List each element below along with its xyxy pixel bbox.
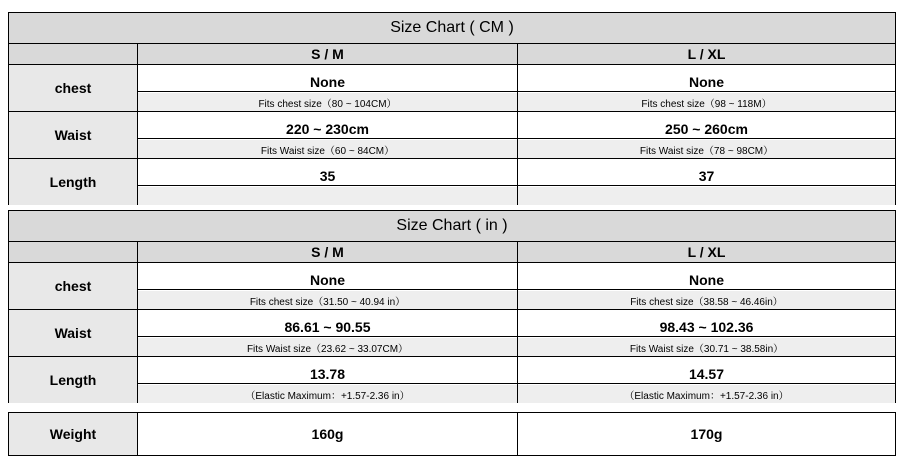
cell-value: 37 bbox=[518, 159, 895, 186]
cell-note bbox=[138, 187, 517, 205]
cell-value: 35 bbox=[138, 159, 517, 186]
row-label: Length bbox=[9, 159, 138, 205]
cell-value: 13.78 bbox=[138, 357, 517, 384]
cell-note: （Elastic Maximum：+1.57-2.36 in） bbox=[138, 385, 517, 403]
table-row-length bbox=[9, 357, 895, 403]
cell-value: 86.61 ~ 90.55 bbox=[138, 310, 517, 337]
cell-lxl bbox=[518, 310, 895, 356]
cell-value: 14.57 bbox=[518, 357, 895, 384]
header-corner bbox=[9, 44, 138, 64]
cell-value: None bbox=[518, 65, 895, 92]
row-label: Waist bbox=[9, 310, 138, 356]
cell-note: Fits Waist size（23.62 ~ 33.07CM） bbox=[138, 338, 517, 356]
cell-note: Fits chest size（38.58 ~ 46.46in） bbox=[518, 291, 895, 309]
cell-value: None bbox=[138, 263, 517, 290]
cell-sm bbox=[138, 357, 518, 403]
header-corner bbox=[9, 242, 138, 262]
cell-sm bbox=[138, 310, 518, 356]
table-title: Size Chart ( in ) bbox=[9, 211, 895, 242]
column-header-sm: S / M bbox=[138, 44, 518, 64]
table-row-chest bbox=[9, 65, 895, 112]
cell-note: Fits chest size（98 ~ 118M） bbox=[518, 93, 895, 111]
cell-note: Fits Waist size（60 ~ 84CM） bbox=[138, 140, 517, 158]
weight-table bbox=[8, 412, 896, 456]
cell-lxl bbox=[518, 159, 895, 205]
cell-sm bbox=[138, 65, 518, 111]
row-label-weight: Weight bbox=[9, 413, 138, 455]
column-header-lxl: L / XL bbox=[687, 244, 726, 260]
table-row-waist bbox=[9, 112, 895, 159]
cell-value: 250 ~ 260cm bbox=[518, 112, 895, 139]
cell-value: None bbox=[138, 65, 517, 92]
column-header-lxl: L / XL bbox=[687, 46, 726, 62]
table-title: Size Chart ( CM ) bbox=[9, 13, 895, 44]
table-row-chest bbox=[9, 263, 895, 310]
cell-sm bbox=[138, 112, 518, 158]
cell-sm bbox=[138, 159, 518, 205]
row-label: Length bbox=[9, 357, 138, 403]
cell-lxl bbox=[518, 112, 895, 158]
row-label: Waist bbox=[9, 112, 138, 158]
size-chart-cm bbox=[8, 12, 896, 205]
cell-value: 98.43 ~ 102.36 bbox=[518, 310, 895, 337]
table-row-waist bbox=[9, 310, 895, 357]
row-label: chest bbox=[9, 65, 138, 111]
column-header-sm: S / M bbox=[138, 242, 518, 262]
cell-note: Fits Waist size（78 ~ 98CM） bbox=[518, 140, 895, 158]
column-header-row bbox=[9, 242, 895, 263]
cell-sm bbox=[138, 263, 518, 309]
cell-value: 220 ~ 230cm bbox=[138, 112, 517, 139]
cell-note bbox=[518, 187, 895, 205]
size-chart-in bbox=[8, 210, 896, 403]
cell-value: None bbox=[518, 263, 895, 290]
row-label: chest bbox=[9, 263, 138, 309]
cell-note: Fits Waist size（30.71 ~ 38.58in） bbox=[518, 338, 895, 356]
cell-note: （Elastic Maximum：+1.57-2.36 in） bbox=[518, 385, 895, 403]
weight-lxl: 170g bbox=[518, 413, 895, 455]
column-header-row bbox=[9, 44, 895, 65]
weight-sm: 160g bbox=[138, 413, 518, 455]
cell-lxl bbox=[518, 357, 895, 403]
table-row-length bbox=[9, 159, 895, 205]
cell-lxl bbox=[518, 263, 895, 309]
cell-lxl bbox=[518, 65, 895, 111]
cell-note: Fits chest size（80 ~ 104CM） bbox=[138, 93, 517, 111]
cell-note: Fits chest size（31.50 ~ 40.94 in） bbox=[138, 291, 517, 309]
